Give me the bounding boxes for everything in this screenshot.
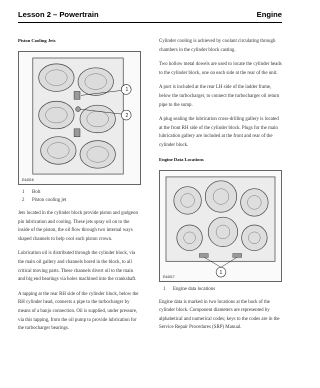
lesson-title: Lesson 2 – Powertrain (18, 10, 99, 19)
legend-label: Piston cooling jet (32, 198, 67, 203)
body-paragraph: Engine data is marked in two locations at the back of the cylinder block. Component diameters are represented by alphabetical and numerical codes; keys to the codes are in the Service Repair Procedures (SRP) Manual. (159, 299, 280, 331)
callout-1: 1 (219, 270, 223, 277)
callout-1: 1 (125, 86, 129, 93)
legend-item (18, 189, 141, 197)
legend-label: Bolt (32, 190, 41, 195)
engine-rear-drawing (160, 171, 281, 281)
figure-legend (159, 286, 282, 294)
figure-code: E44016 (22, 178, 34, 182)
legend-item (18, 197, 141, 205)
legend-number: 2 (22, 198, 25, 203)
engine-data-heading: Engine Data Locations (159, 156, 204, 162)
body-paragraph: Cylinder cooling is achieved by coolant circulating through chambers in the cylinder block casting. (159, 39, 276, 53)
body-paragraph: A tapping at the rear RH side of the cylinder block, below the RH cylinder head, connects a pipe to the turbocharger by means of a banjo connection. Oil is supplied, under pressure, via this tapping, from the oil pump to provide lubrication for the turbocharger bearings. (18, 291, 139, 332)
header-rule (18, 22, 282, 23)
legend-number: 1 (22, 190, 25, 195)
callout-2: 2 (125, 112, 129, 119)
piston-cooling-heading: Piston Cooling Jets (18, 38, 56, 43)
body-paragraph: Jets located in the cylinder block provide piston and gudgeon pin lubrication and cooling. These jets spray oil on to the inside of the piston, the oil flow through two internal ways shaped channels to help cool each piston crown. (18, 211, 138, 242)
figure-legend (18, 189, 141, 205)
section-title: Engine (256, 10, 282, 19)
left-column (18, 38, 141, 340)
piston-cooling-jets-figure (18, 51, 141, 185)
right-column (159, 38, 282, 339)
engine-block-drawing (19, 52, 140, 184)
legend-item (159, 286, 282, 294)
body-paragraph: Lubrication oil is distributed through the cylinder block, via the main oil gallery and channels bored in the block, to all critical moving parts. These channels divert oil to the main and big end bearings via holes machined into the crankshaft. (18, 251, 137, 283)
legend-label: Engine data locations (173, 286, 216, 292)
engine-data-locations-figure (159, 170, 282, 282)
body-paragraph: A port is included at the rear LH side of the ladder frame, below the turbocharger, to connect the turbocharger oil return pipe to the sump. (159, 85, 280, 108)
legend-number: 1 (163, 286, 166, 292)
body-paragraph: Two hollow metal dowels are used to locate the cylinder heads to the cylinder block, one on each side at the rear of the unit. (159, 62, 282, 76)
figure-code: E44017 (163, 274, 175, 279)
body-paragraph: A plug sealing the lubrication cross-drilling gallery is located at the front RH side of the cylinder block. Plugs for the main lubrication gallery are included at the front and rear of the cylinder block. (159, 117, 279, 148)
